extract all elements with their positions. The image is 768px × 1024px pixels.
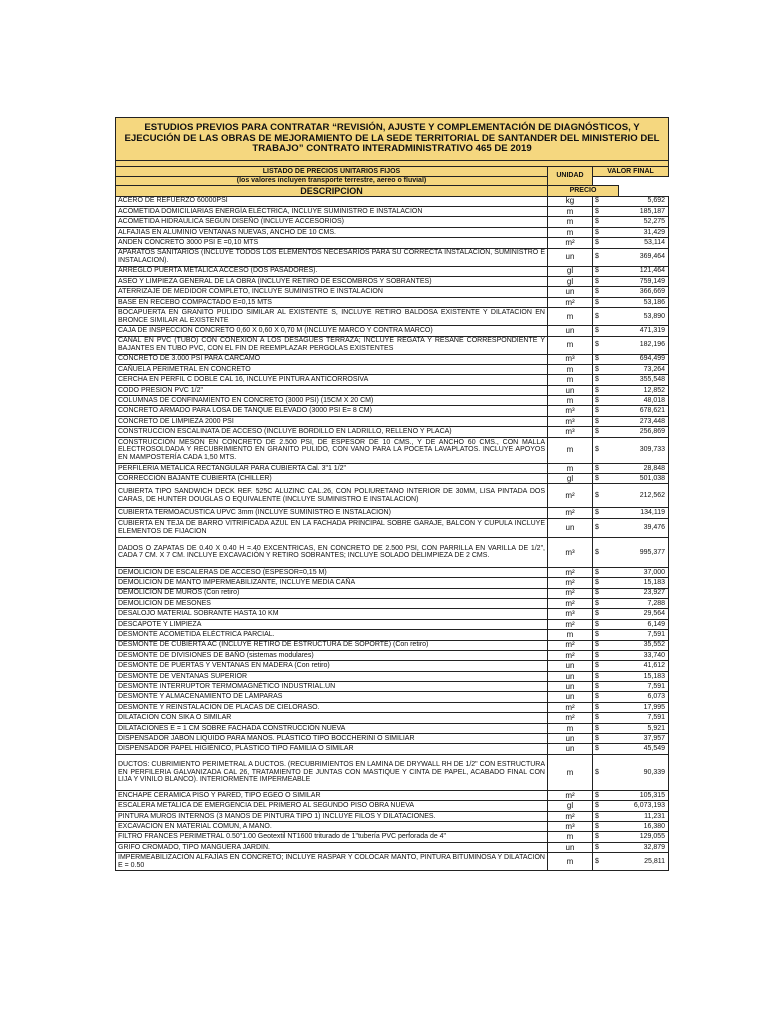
description-header: DESCRIPCION xyxy=(116,185,548,196)
item-unit: m² xyxy=(548,297,593,307)
item-description: BASE EN RECEBO COMPACTADO E=0,15 MTS xyxy=(116,297,548,307)
currency-symbol: $ xyxy=(593,692,619,702)
item-price: 11,231 xyxy=(619,811,669,821)
table-row xyxy=(116,832,669,842)
item-unit: un xyxy=(548,692,593,702)
item-description: BOCAPUERTA EN GRANITO PULIDO SIMILAR AL EXISTENTE S, INCLUYE RETIRO BALDOSA EXISTENTE Y DILATACION EN BRONCE SIMILAR AL EXISTENTE xyxy=(116,308,548,326)
item-unit: m² xyxy=(548,588,593,598)
item-description: ACOMETIDA DOMICILIARIAS ENERGÍA ELÉCTRICA, INCLUYE SUMINISTRO E INSTALACION xyxy=(116,206,548,216)
currency-symbol: $ xyxy=(593,326,619,336)
table-row xyxy=(116,630,669,640)
item-description: APARATOS SANITARIOS (INCLUYE TODOS LOS ELEMENTOS NECESARIOS PARA SU CORRECTA INSTALACIÓN, SUMINISTRO E INSTALACION). xyxy=(116,248,548,266)
table-row xyxy=(116,744,669,754)
item-price: 471,319 xyxy=(619,326,669,336)
table-row xyxy=(116,702,669,712)
item-unit: m xyxy=(548,336,593,354)
table-row xyxy=(116,853,669,871)
item-price: 185,187 xyxy=(619,206,669,216)
table-row xyxy=(116,437,669,463)
table-row xyxy=(116,385,669,395)
item-description: DILATACIONES E = 1 CM SOBRE FACHADA CONSTRUCCIÓN NUEVA xyxy=(116,723,548,733)
item-description: CONCRETO DE 3.000 PSI PARA CARCAMO xyxy=(116,354,548,364)
currency-symbol: $ xyxy=(593,248,619,266)
currency-symbol: $ xyxy=(593,650,619,660)
table-row xyxy=(116,567,669,577)
item-unit: m² xyxy=(548,650,593,660)
item-unit: m² xyxy=(548,238,593,248)
currency-symbol: $ xyxy=(593,853,619,871)
table-row xyxy=(116,842,669,852)
table-row xyxy=(116,326,669,336)
item-description: ALFAJIAS EN ALUMINIO VENTANAS NUEVAS, ANCHO DE 10 CMS. xyxy=(116,227,548,237)
item-unit: gl xyxy=(548,276,593,286)
table-row xyxy=(116,308,669,326)
table-row xyxy=(116,609,669,619)
currency-symbol: $ xyxy=(593,578,619,588)
table-row xyxy=(116,754,669,790)
item-unit: gl xyxy=(548,474,593,484)
item-price: 7,591 xyxy=(619,630,669,640)
currency-symbol: $ xyxy=(593,744,619,754)
item-unit: m² xyxy=(548,811,593,821)
item-description: DESMONTE ACOMETIDA ELÉCTRICA PARCIAL. xyxy=(116,630,548,640)
item-unit: un xyxy=(548,518,593,537)
item-unit: m xyxy=(548,227,593,237)
item-unit: gl xyxy=(548,266,593,276)
item-description: DADOS O ZAPATAS DE 0.40 X 0.40 H =.40 EXCENTRICAS, EN CONCRETO DE 2.500 PSI, CON PARRILLA EN VARILLA DE 1/2", CADA 7 CM. X 7 CM. INCLUYE EXCAVACIÓN Y RETIRO SOBRANTES; INCLUYE SOLADO DELIMPIEZA DE 2 CMS. xyxy=(116,537,548,567)
item-unit: m xyxy=(548,437,593,463)
currency-symbol: $ xyxy=(593,598,619,608)
header-row-3 xyxy=(116,185,669,196)
item-price: 7,591 xyxy=(619,713,669,723)
table-row xyxy=(116,537,669,567)
currency-symbol: $ xyxy=(593,734,619,744)
item-description: DESALOJO MATERIAL SOBRANTE HASTA 10 KM xyxy=(116,609,548,619)
item-price: 759,149 xyxy=(619,276,669,286)
table-row xyxy=(116,484,669,508)
item-price: 15,183 xyxy=(619,578,669,588)
table-row xyxy=(116,822,669,832)
item-description: CERCHA EN PERFIL C DOBLE CAL 16, INCLUYE PINTURA ANTICORROSIVA xyxy=(116,375,548,385)
currency-symbol: $ xyxy=(593,801,619,811)
item-description: DUCTOS: CUBRIMIENTO PERIMETRAL A DUCTOS. (RECUBRIMIENTOS EN LAMINA DE DRYWALL RH DE 1/2" CON ESTRUCTURA EN PERFILERIA GALVANIZADA CAL 26, TRATAMIENTO DE JUNTAS CON MASTIQUE Y CINTA DE PAPEL, ACABADO FINAL CON LIJA Y VINILO BLANCO). INTERIORMENTE IMPERMEABLE xyxy=(116,754,548,790)
currency-symbol: $ xyxy=(593,842,619,852)
table-row xyxy=(116,734,669,744)
item-price: 53,186 xyxy=(619,297,669,307)
table-row xyxy=(116,463,669,473)
table-row xyxy=(116,619,669,629)
table-row xyxy=(116,266,669,276)
currency-symbol: $ xyxy=(593,336,619,354)
item-unit: m² xyxy=(548,619,593,629)
item-description: CODO PRESION PVC 1/2" xyxy=(116,385,548,395)
currency-symbol: $ xyxy=(593,661,619,671)
item-price: 105,315 xyxy=(619,790,669,800)
item-price: 355,548 xyxy=(619,375,669,385)
item-description: DESMONTE Y ALMACENAMIENTO DE LÁMPARAS xyxy=(116,692,548,702)
table-row xyxy=(116,375,669,385)
currency-symbol: $ xyxy=(593,463,619,473)
item-unit: un xyxy=(548,734,593,744)
item-price: 28,848 xyxy=(619,463,669,473)
item-price: 256,869 xyxy=(619,427,669,437)
item-unit: m³ xyxy=(548,537,593,567)
list-note: (los valores incluyen transporte terrestre, aereo o fluvial) xyxy=(116,177,548,186)
currency-symbol: $ xyxy=(593,640,619,650)
item-unit: un xyxy=(548,287,593,297)
item-unit: m³ xyxy=(548,354,593,364)
item-unit: m xyxy=(548,853,593,871)
currency-symbol: $ xyxy=(593,196,619,206)
currency-symbol: $ xyxy=(593,619,619,629)
item-description: CORRECCIÓN BAJANTE CUBIERTA (CHILLER) xyxy=(116,474,548,484)
item-price: 15,183 xyxy=(619,671,669,681)
item-unit: m xyxy=(548,723,593,733)
table-row xyxy=(116,248,669,266)
table-row xyxy=(116,217,669,227)
item-price: 273,448 xyxy=(619,416,669,426)
currency-symbol: $ xyxy=(593,437,619,463)
table-row xyxy=(116,801,669,811)
item-unit: m xyxy=(548,463,593,473)
table-row xyxy=(116,396,669,406)
item-unit: m² xyxy=(548,567,593,577)
table-row xyxy=(116,692,669,702)
item-price: 32,879 xyxy=(619,842,669,852)
item-price: 52,275 xyxy=(619,217,669,227)
item-price: 31,429 xyxy=(619,227,669,237)
table-row xyxy=(116,578,669,588)
item-description: DESMONTE INTERRUPTOR TERMOMAGNÉTICO INDUSTRIAL.UN xyxy=(116,682,548,692)
item-unit: un xyxy=(548,842,593,852)
currency-symbol: $ xyxy=(593,276,619,286)
item-price: 45,549 xyxy=(619,744,669,754)
currency-symbol: $ xyxy=(593,822,619,832)
currency-symbol: $ xyxy=(593,588,619,598)
item-price: 7,288 xyxy=(619,598,669,608)
item-price: 309,733 xyxy=(619,437,669,463)
item-unit: m² xyxy=(548,702,593,712)
item-price: 995,377 xyxy=(619,537,669,567)
item-price: 37,000 xyxy=(619,567,669,577)
item-price: 53,890 xyxy=(619,308,669,326)
item-unit: m xyxy=(548,630,593,640)
table-row xyxy=(116,287,669,297)
item-unit: un xyxy=(548,682,593,692)
item-unit: un xyxy=(548,385,593,395)
item-price: 5,921 xyxy=(619,723,669,733)
value-header: VALOR FINAL xyxy=(593,167,669,177)
currency-symbol: $ xyxy=(593,682,619,692)
item-description: DESMONTE DE VENTANAS SUPERIOR xyxy=(116,671,548,681)
price-list-table xyxy=(115,117,669,871)
currency-symbol: $ xyxy=(593,406,619,416)
table-row xyxy=(116,364,669,374)
item-price: 121,464 xyxy=(619,266,669,276)
item-description: DESMONTE DE PUERTAS Y VENTANAS EN MADERA (Con retiro) xyxy=(116,661,548,671)
item-description: DISPENSADOR PAPEL HIGIÉNICO, PLÁSTICO TIPO FAMILIA O SIMILAR xyxy=(116,744,548,754)
item-price: 501,038 xyxy=(619,474,669,484)
item-price: 678,621 xyxy=(619,406,669,416)
item-description: FILTRO FRANCES PERIMETRAL 0.50"1.00 Geotextil NT1600 triturado de 1"tubería PVC perforada de 4" xyxy=(116,832,548,842)
item-description: CONSTRUCCION ESCALINATA DE ACCESO (INCLUYE BORDILLO EN LADRILLO, RELLENO Y PLACA) xyxy=(116,427,548,437)
item-unit: kg xyxy=(548,196,593,206)
currency-symbol: $ xyxy=(593,287,619,297)
item-unit: m² xyxy=(548,578,593,588)
currency-symbol: $ xyxy=(593,217,619,227)
header-row-1 xyxy=(116,167,669,177)
item-unit: m xyxy=(548,754,593,790)
item-unit: m xyxy=(548,206,593,216)
item-unit: m³ xyxy=(548,416,593,426)
item-unit: m³ xyxy=(548,427,593,437)
item-description: ARREGLO PUERTA METALICA ACCESO (DOS PASADORES). xyxy=(116,266,548,276)
table-row xyxy=(116,354,669,364)
item-price: 12,852 xyxy=(619,385,669,395)
table-row xyxy=(116,811,669,821)
list-title: LISTADO DE PRECIOS UNITARIOS FIJOS xyxy=(116,167,548,177)
table-row xyxy=(116,297,669,307)
item-price: 369,464 xyxy=(619,248,669,266)
item-price: 25,811 xyxy=(619,853,669,871)
item-unit: m² xyxy=(548,790,593,800)
item-description: DEMOLICION DE MESONES xyxy=(116,598,548,608)
table-row xyxy=(116,238,669,248)
item-price: 6,073 xyxy=(619,692,669,702)
currency-symbol: $ xyxy=(593,713,619,723)
table-row xyxy=(116,196,669,206)
table-row xyxy=(116,416,669,426)
price-list-body xyxy=(116,118,669,871)
item-description: CAJA DE INSPECCION CONCRETO 0,60 X 0,60 X 0,70 M (INCLUYE MARCO Y CONTRA MARCO) xyxy=(116,326,548,336)
currency-symbol: $ xyxy=(593,832,619,842)
currency-symbol: $ xyxy=(593,375,619,385)
table-row xyxy=(116,406,669,416)
item-price: 7,591 xyxy=(619,682,669,692)
item-description: COLUMNAS DE CONFINAMIENTO EN CONCRETO (3000 PSI) (15CM X 20 CM) xyxy=(116,396,548,406)
table-row xyxy=(116,588,669,598)
item-description: CONCRETO ARMADO PARA LOSA DE TANQUE ELEVADO (3000 PSI E= 8 CM) xyxy=(116,406,548,416)
item-price: 17,995 xyxy=(619,702,669,712)
item-price: 16,380 xyxy=(619,822,669,832)
table-row xyxy=(116,790,669,800)
currency-symbol: $ xyxy=(593,567,619,577)
currency-symbol: $ xyxy=(593,416,619,426)
item-unit: m³ xyxy=(548,406,593,416)
item-price: 35,552 xyxy=(619,640,669,650)
item-description: CANAL EN PVC (TUBO) CON CONEXION A LOS DESAGUES TERRAZA; INCLUYE REGATA Y RESANE CORRESPONDIENTE Y BAJANTES EN TUBO PVC, CON EL FIN DE REEMPLAZAR PERGOLAS EXISTENTES xyxy=(116,336,548,354)
currency-symbol: $ xyxy=(593,702,619,712)
item-description: EXCAVACION EN MATERIAL COMUN, A MANO. xyxy=(116,822,548,832)
item-unit: un xyxy=(548,326,593,336)
item-price: 212,562 xyxy=(619,484,669,508)
currency-symbol: $ xyxy=(593,518,619,537)
item-unit: m xyxy=(548,396,593,406)
item-unit: un xyxy=(548,744,593,754)
document-title: ESTUDIOS PREVIOS PARA CONTRATAR “REVISIÓN, AJUSTE Y COMPLEMENTACIÓN DE DIAGNÓSTICOS, Y EJECUCIÓN DE LAS OBRAS DE MEJORAMIENTO DE LA SEDE TERRITORIAL DE SANTANDER DEL MINISTERIO DEL TRABAJO” CONTRATO INTERADMINISTRATIVO 465 DE 2019 xyxy=(116,118,669,161)
item-description: ATERRIZAJE DE MEDIDOR COMPLETO, INCLUYE SUMINISTRO E INSTALACION xyxy=(116,287,548,297)
item-price: 90,339 xyxy=(619,754,669,790)
item-unit: m xyxy=(548,364,593,374)
unit-header: UNIDAD xyxy=(548,167,593,186)
table-row xyxy=(116,723,669,733)
item-price: 366,669 xyxy=(619,287,669,297)
item-unit: gl xyxy=(548,801,593,811)
item-unit: m xyxy=(548,375,593,385)
table-row xyxy=(116,661,669,671)
item-description: PINTURA MUROS INTERNOS (3 MANOS DE PINTURA TIPO 1) INCLUYE FILOS Y DILATACIONES. xyxy=(116,811,548,821)
table-row xyxy=(116,227,669,237)
item-price: 129,055 xyxy=(619,832,669,842)
item-description: CONSTRUCCIÓN MESON EN CONCRETO DE 2.500 PSI, DE ESPESOR DE 10 CMS., Y DE ANCHO 60 CMS., CON MALLA ELECTROSOLDADA Y RECUBRIMIENTO EN GRANITO PULIDO, CON VANO PARA LA POCETA LAVAPLATOS. INCLUYE APOYOS EN MAMPOSTERÍA CADA 1,50 MTS. xyxy=(116,437,548,463)
currency-symbol: $ xyxy=(593,354,619,364)
item-unit: m² xyxy=(548,640,593,650)
item-price: 41,612 xyxy=(619,661,669,671)
item-description: DILATACION CON SIKA O SIMILAR xyxy=(116,713,548,723)
item-price: 6,149 xyxy=(619,619,669,629)
table-row xyxy=(116,640,669,650)
item-description: DESCAPOTE Y LIMPIEZA xyxy=(116,619,548,629)
item-description: CUBIERTA EN TEJA DE BARRO VITRIFICADA AZUL EN LA FACHADA PRINCIPAL SOBRE GARAJE, BALCON Y CUPULA INCLUYE ELEMENTOS DE FIJACION xyxy=(116,518,548,537)
item-description: CUBIERTA TIPO SANDWICH DECK REF. 525C ALUZINC CAL.26, CON POLIURETANO INTERIOR DE 30MM, LISA PINTADA DOS CARAS, DE HUNTER DOUGLAS O EQUIVALENTE (INCLUYE SUMINISTRO E INSTALACION) xyxy=(116,484,548,508)
item-price: 134,119 xyxy=(619,508,669,518)
item-description: GRIFO CROMADO, TIPO MANGUERA JARDIN. xyxy=(116,842,548,852)
currency-symbol: $ xyxy=(593,385,619,395)
table-row xyxy=(116,713,669,723)
item-unit: un xyxy=(548,248,593,266)
item-description: ANDEN CONCRETO 3000 PSI E =0,10 MTS xyxy=(116,238,548,248)
item-price: 29,564 xyxy=(619,609,669,619)
table-row xyxy=(116,671,669,681)
table-row xyxy=(116,276,669,286)
item-price: 5,692 xyxy=(619,196,669,206)
table-row xyxy=(116,336,669,354)
item-description: DISPENSADOR JABON LIQUIDO PARA MANOS. PLÁSTICO TIPO BOCCHERINI O SIMILIAR xyxy=(116,734,548,744)
currency-symbol: $ xyxy=(593,427,619,437)
item-unit: m² xyxy=(548,598,593,608)
table-row xyxy=(116,518,669,537)
item-unit: un xyxy=(548,671,593,681)
item-description: CUBIERTA TERMOACUSTICA UPVC 3mm (INCLUYE SUMINISTRO E INSTALACION) xyxy=(116,508,548,518)
currency-symbol: $ xyxy=(593,790,619,800)
item-unit: m² xyxy=(548,508,593,518)
item-description: DESMONTE Y REINSTALACION DE PLACAS DE CIELORASO. xyxy=(116,702,548,712)
item-description: ENCHAPE CERAMICA PISO Y PARED, TIPO EGEO O SIMILAR xyxy=(116,790,548,800)
currency-symbol: $ xyxy=(593,238,619,248)
item-description: DEMOLICION DE ESCALERAS DE ACCESO (ESPESOR=0,15 M) xyxy=(116,567,548,577)
currency-symbol: $ xyxy=(593,297,619,307)
item-price: 48,018 xyxy=(619,396,669,406)
item-price: 182,196 xyxy=(619,336,669,354)
item-price: 23,927 xyxy=(619,588,669,598)
item-description: IMPERMEABILIZACIÓN ALFAJÍAS EN CONCRETO; INCLUYE RASPAR Y COLOCAR MANTO, PINTURA BITUMINOSA Y DILATACIÓN E = 0.50 xyxy=(116,853,548,871)
table-row xyxy=(116,650,669,660)
currency-symbol: $ xyxy=(593,474,619,484)
currency-symbol: $ xyxy=(593,364,619,374)
currency-symbol: $ xyxy=(593,227,619,237)
table-row xyxy=(116,206,669,216)
item-price: 73,264 xyxy=(619,364,669,374)
currency-symbol: $ xyxy=(593,723,619,733)
item-price: 39,476 xyxy=(619,518,669,537)
currency-symbol: $ xyxy=(593,508,619,518)
item-description: DEMOLICION DE MANTO IMPERMEABILIZANTE, INCLUYE MEDIA CAÑA xyxy=(116,578,548,588)
table-row xyxy=(116,508,669,518)
item-description: DEMOLICION DE MUROS (Con retiro) xyxy=(116,588,548,598)
currency-symbol: $ xyxy=(593,266,619,276)
currency-symbol: $ xyxy=(593,609,619,619)
currency-symbol: $ xyxy=(593,537,619,567)
item-description: ASEO Y LIMPIEZA GENERAL DE LA OBRA (INCLUYE RETIRO DE ESCOMBROS Y SOBRANTES) xyxy=(116,276,548,286)
table-row xyxy=(116,474,669,484)
item-unit: m³ xyxy=(548,822,593,832)
currency-symbol: $ xyxy=(593,754,619,790)
item-unit: m² xyxy=(548,484,593,508)
item-unit: m xyxy=(548,308,593,326)
table-row xyxy=(116,682,669,692)
item-description: ACERO DE REFUERZO 60000PSI xyxy=(116,196,548,206)
item-price: 37,957 xyxy=(619,734,669,744)
item-description: CAÑUELA PERIMETRAL EN CONCRETO xyxy=(116,364,548,374)
item-description: ACOMETIDA HIDRAULICA SEGÚN DISEÑO (INCLUYE ACCESORIOS) xyxy=(116,217,548,227)
item-description: CONCRETO DE LIMPIEZA 2000 PSI xyxy=(116,416,548,426)
item-price: 53,114 xyxy=(619,238,669,248)
table-row xyxy=(116,598,669,608)
item-description: ESCALERA METALICA DE EMERGENCIA DEL PRIMERO AL SEGUNDO PISO OBRA NUEVA xyxy=(116,801,548,811)
item-unit: m³ xyxy=(548,609,593,619)
currency-symbol: $ xyxy=(593,484,619,508)
title-row xyxy=(116,118,669,161)
item-unit: un xyxy=(548,661,593,671)
item-price: 694,499 xyxy=(619,354,669,364)
currency-symbol: $ xyxy=(593,206,619,216)
item-description: DESMONTE DE CUBIERTA AC (INCLUYE RETIRO DE ESTRUCTURA DE SOPORTE) (Con retiro) xyxy=(116,640,548,650)
currency-symbol: $ xyxy=(593,308,619,326)
currency-symbol: $ xyxy=(593,396,619,406)
item-description: PERFILERIA METALICA RECTANGULAR PARA CUBIERTA Cal. 3"1 1/2" xyxy=(116,463,548,473)
currency-symbol: $ xyxy=(593,630,619,640)
currency-symbol: $ xyxy=(593,811,619,821)
table-row xyxy=(116,427,669,437)
item-price: 33,740 xyxy=(619,650,669,660)
item-price: 6,073,193 xyxy=(619,801,669,811)
item-unit: m xyxy=(548,217,593,227)
price-header: PRECIO xyxy=(548,185,619,196)
item-unit: m xyxy=(548,832,593,842)
item-description: DESMONTE DE DIVISIONES DE BAÑO (sistemas modulares) xyxy=(116,650,548,660)
item-unit: m² xyxy=(548,713,593,723)
currency-symbol: $ xyxy=(593,671,619,681)
